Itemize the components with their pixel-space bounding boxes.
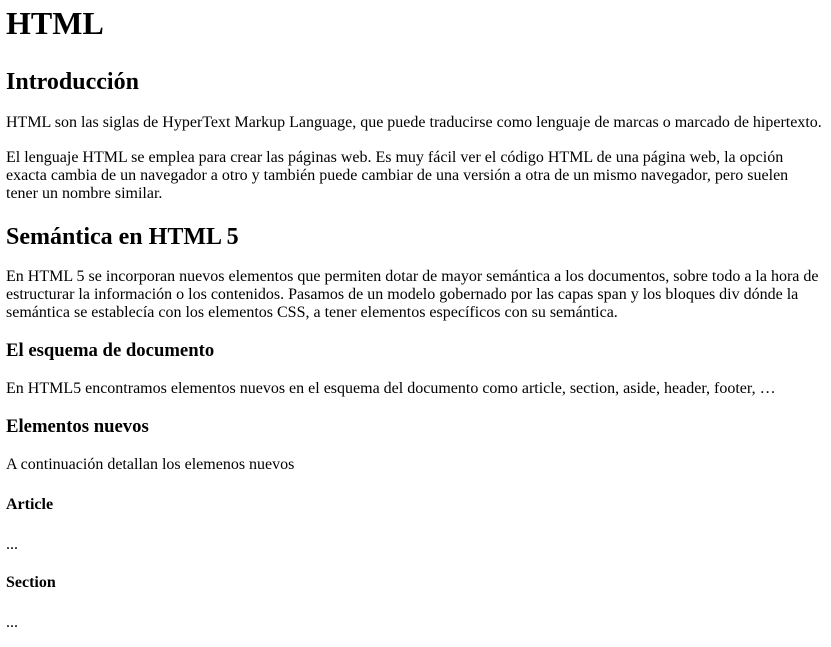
new-elements-heading: Elementos nuevos: [6, 416, 149, 437]
element-article-heading: Article: [6, 496, 54, 513]
semantics-heading: Semántica en HTML 5: [6, 224, 239, 250]
intro-heading: Introducción: [6, 69, 139, 95]
schema-paragraph: En HTML5 encontramos elementos nuevos en el esquema del documento como article, section, aside, header, footer, …: [6, 380, 776, 397]
schema-heading: El esquema de documento: [6, 340, 215, 361]
semantics-paragraph: En HTML 5 se incorporan nuevos elementos que permiten dotar de mayor semántica a los documentos, sobre todo a la hora de estructurar la información o los contenidos. Pasamos de un modelo gobernado por las capas span y los bloques div dónde la semántica se establecía con los elementos CSS, a tener elementos específicos con su semántica.: [6, 268, 819, 321]
document-page: [0, 6, 831, 632]
element-section-heading: Section: [6, 574, 56, 591]
element-section-text: ...: [6, 614, 18, 631]
intro-paragraph-1: HTML son las siglas de HyperText Markup Language, que puede traducirse como lenguaje de marcas o marcado de hipertexto.: [6, 114, 822, 131]
intro-paragraph-2: El lenguaje HTML se emplea para crear las páginas web. Es muy fácil ver el código HTML de una página web, la opción exacta cambia de un navegador a otro y también puede cambiar de una versión a otra de un mismo navegador, pero suelen tener un nombre similar.: [6, 149, 789, 202]
page-title: HTML: [6, 5, 104, 41]
element-article-text: ...: [6, 536, 18, 553]
new-elements-paragraph: A continuación detallan los elemenos nuevos: [6, 456, 295, 473]
